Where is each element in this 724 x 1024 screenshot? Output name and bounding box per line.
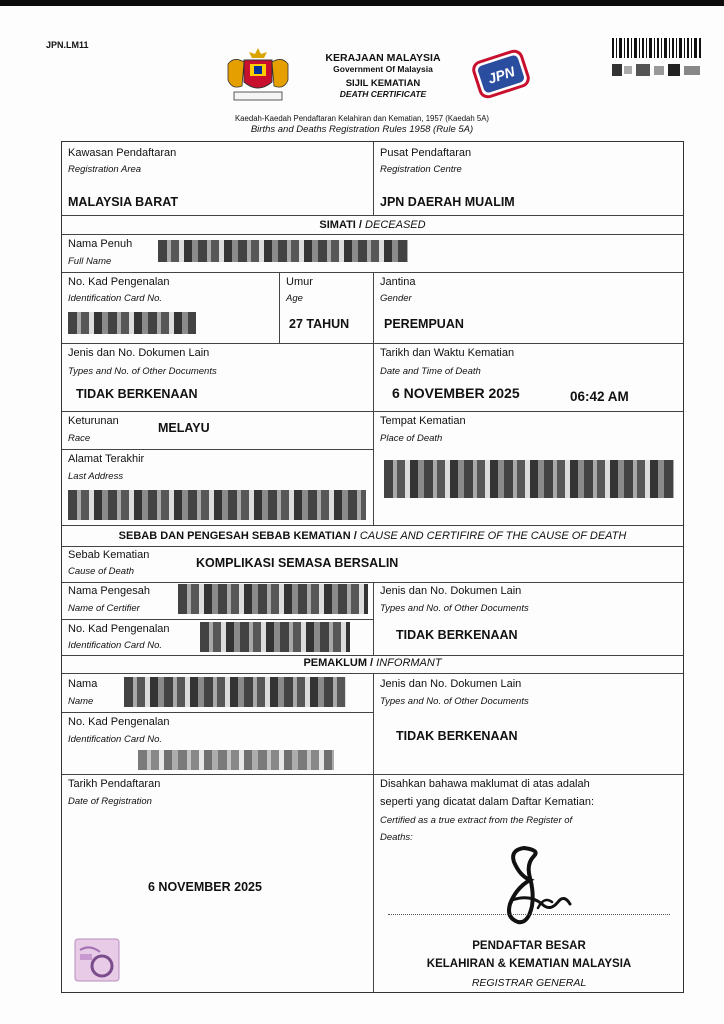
- certificate-title-ms: SIJIL KEMATIAN: [345, 78, 421, 89]
- section-title-ms: SIMATI /: [319, 219, 366, 231]
- divider: [62, 234, 683, 235]
- certified-text-en-2: Deaths:: [380, 832, 413, 843]
- redacted-full-name: [158, 240, 408, 262]
- divider: [62, 546, 683, 547]
- certifier-name-label: Nama Pengesah: [68, 585, 150, 597]
- last-address-label-en: Last Address: [68, 471, 124, 482]
- informant-name-label-en: Name: [68, 696, 94, 707]
- jpn-logo-text: JPN: [485, 63, 517, 87]
- jpn-logo-icon: [468, 44, 534, 104]
- cause-label: Sebab Kematian: [68, 549, 150, 561]
- redacted-certifier-name: [178, 584, 368, 614]
- place-of-death-label-en: Place of Death: [380, 433, 443, 444]
- certificate-title-en: DEATH CERTIFICATE: [339, 89, 427, 99]
- certifier-ic-label: No. Kad Pengenalan: [68, 623, 170, 635]
- race-label-en: Race: [68, 433, 91, 444]
- rules-ms: Kaedah-Kaedah Pendaftaran Kelahiran dan Kematian, 1957 (Kaedah 5A): [234, 114, 490, 123]
- section-title-ms: PEMAKLUM /: [303, 657, 377, 669]
- certified-text-ms-2: seperti yang dicatat dalam Daftar Kematian:: [380, 796, 595, 808]
- informant-docs-label: Jenis dan No. Dokumen Lain: [380, 678, 522, 690]
- document-heading: [300, 52, 466, 99]
- informant-ic-label-en: Identification Card No.: [68, 734, 162, 745]
- gender-label-en: Gender: [380, 293, 412, 304]
- gender-value: PEREMPUAN: [384, 317, 464, 331]
- section-title-en: INFORMANT: [376, 657, 442, 669]
- divider: [62, 619, 373, 620]
- registrar-title-1: PENDAFTAR BESAR: [472, 940, 586, 952]
- certified-text-en-1: Certified as a true extract from the Register of: [380, 815, 573, 826]
- divider: [62, 215, 683, 216]
- certifier-name-label-en: Name of Certifier: [68, 603, 140, 614]
- certifier-docs-value: TIDAK BERKENAAN: [396, 628, 518, 642]
- ic-label-en: Identification Card No.: [68, 293, 162, 304]
- government-ms: KERAJAAN MALAYSIA: [325, 52, 441, 64]
- death-datetime-label-en: Date and Time of Death: [380, 366, 481, 377]
- informant-docs-label-en: Types and No. of Other Documents: [380, 696, 529, 707]
- divider: [62, 655, 683, 656]
- cause-label-en: Cause of Death: [68, 566, 135, 577]
- divider: [373, 582, 374, 655]
- age-value: 27 TAHUN: [289, 317, 350, 331]
- government-en: Government Of Malaysia: [333, 64, 433, 74]
- ic-label: No. Kad Pengenalan: [68, 276, 170, 288]
- coat-of-arms-icon: [220, 44, 296, 104]
- death-datetime-label: Tarikh dan Waktu Kematian: [380, 347, 515, 359]
- cause-value: KOMPLIKASI SEMASA BERSALIN: [196, 556, 399, 570]
- section-title-en: DECEASED: [365, 219, 426, 231]
- full-name-label-en: Full Name: [68, 256, 112, 267]
- signature-icon: [482, 842, 582, 932]
- redacted-ic-number: [68, 312, 196, 334]
- registration-date-label: Tarikh Pendaftaran: [68, 778, 161, 790]
- top-border: [0, 0, 724, 6]
- divider: [279, 272, 280, 343]
- form-code: JPN.LM11: [46, 40, 89, 50]
- race-value: MELAYU: [158, 421, 210, 435]
- certifier-docs-label: Jenis dan No. Dokumen Lain: [380, 585, 522, 597]
- signature-line: [388, 914, 670, 915]
- other-docs-value: TIDAK BERKENAAN: [76, 387, 198, 401]
- informant-ic-label: No. Kad Pengenalan: [68, 716, 170, 728]
- registration-date-value: 6 NOVEMBER 2025: [148, 880, 262, 894]
- redacted-informant-ic: [138, 750, 334, 770]
- certifier-docs-label-en: Types and No. of Other Documents: [380, 603, 529, 614]
- divider: [62, 449, 373, 450]
- section-title-ms: SEBAB DAN PENGESAH SEBAB KEMATIAN /: [118, 530, 360, 542]
- redacted-last-address: [68, 490, 366, 520]
- death-date-value: 6 NOVEMBER 2025: [392, 385, 520, 401]
- divider: [62, 712, 373, 713]
- registration-centre-value: JPN DAERAH MUALIM: [380, 195, 515, 209]
- informant-name-label: Nama: [68, 678, 98, 690]
- certifier-ic-label-en: Identification Card No.: [68, 640, 162, 651]
- section-cause: [62, 530, 683, 542]
- registration-area-value: MALAYSIA BARAT: [68, 195, 178, 209]
- section-deceased: [62, 219, 683, 231]
- other-docs-label-en: Types and No. of Other Documents: [68, 366, 217, 377]
- other-docs-label: Jenis dan No. Dokumen Lain: [68, 347, 210, 359]
- hologram-seal-icon: [74, 938, 120, 982]
- full-name-label: Nama Penuh: [68, 238, 133, 250]
- divider: [373, 142, 374, 215]
- section-title-en: CAUSE AND CERTIFIRE OF THE CAUSE OF DEATH: [359, 530, 627, 542]
- registrar-title-2: KELAHIRAN & KEMATIAN MALAYSIA: [426, 958, 632, 970]
- race-label: Keturunan: [68, 415, 119, 427]
- rules-reference: [150, 113, 574, 135]
- redacted-place-of-death: [384, 460, 674, 498]
- redacted-informant-name: [124, 677, 346, 707]
- redacted-certifier-ic: [200, 622, 350, 652]
- informant-docs-value: TIDAK BERKENAAN: [396, 729, 518, 743]
- section-informant: [62, 657, 683, 669]
- age-label-en: Age: [286, 293, 303, 304]
- place-of-death-label: Tempat Kematian: [380, 415, 466, 427]
- divider: [62, 525, 683, 526]
- registration-date-label-en: Date of Registration: [68, 796, 152, 807]
- barcode-icon: [610, 36, 704, 84]
- divider: [373, 272, 374, 525]
- last-address-label: Alamat Terakhir: [68, 453, 145, 465]
- age-label: Umur: [286, 276, 313, 288]
- registration-area-label-en: Registration Area: [68, 164, 142, 175]
- registration-area-label: Kawasan Pendaftaran: [68, 147, 177, 159]
- registration-centre-label-en: Registration Centre: [380, 164, 462, 175]
- registration-centre-label: Pusat Pendaftaran: [380, 147, 472, 159]
- registrar-title-en: REGISTRAR GENERAL: [471, 977, 587, 989]
- rules-en: Births and Deaths Registration Rules 1958 (Rule 5A): [250, 124, 474, 135]
- gender-label: Jantina: [380, 276, 416, 288]
- certified-text-ms-1: Disahkan bahawa maklumat di atas adalah: [380, 778, 590, 790]
- death-time-value: 06:42 AM: [570, 389, 629, 404]
- certificate-form: [61, 141, 684, 993]
